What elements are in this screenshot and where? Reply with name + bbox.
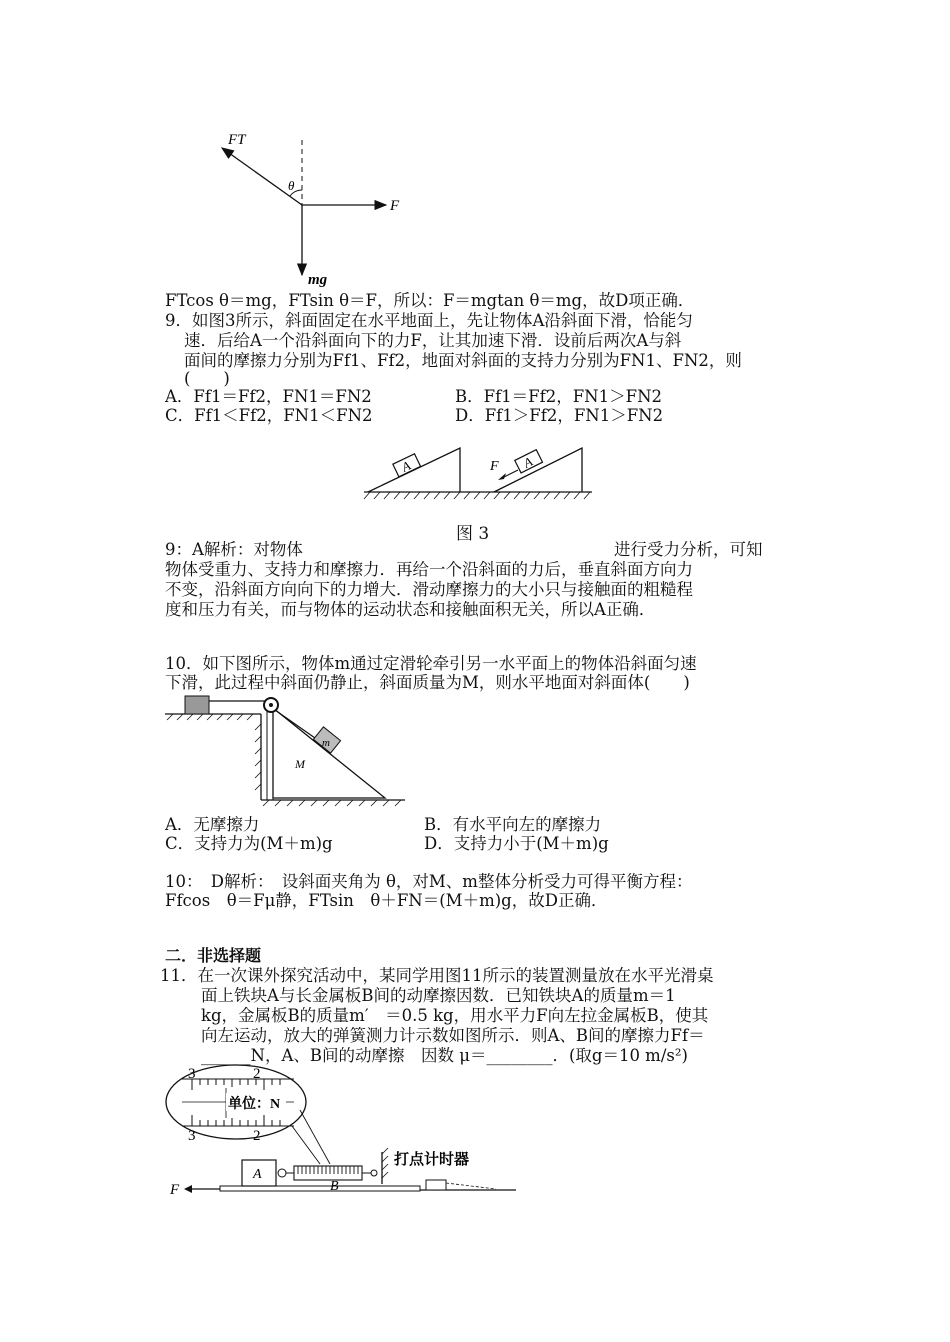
- svg-text:M: M: [295, 757, 305, 771]
- q10-answer-line-1: 10： D解析： 设斜面夹角为 θ，对M、m整体分析受力可得平衡方程：: [165, 872, 693, 891]
- svg-text:A: A: [521, 453, 535, 471]
- svg-text:m: m: [322, 737, 330, 749]
- q9-stem-line-4: ( ): [184, 369, 230, 388]
- q11-line-2: 面上铁块A与长金属板B间的动摩擦因数．已知铁块A的质量m＝1: [201, 986, 676, 1005]
- svg-text:2: 2: [253, 1128, 261, 1144]
- svg-text:2: 2: [253, 1066, 261, 1082]
- spring-scale-apparatus: [160, 1062, 530, 1207]
- q11-line-4: 向左运动，放大的弹簧测力计示数如图所示．则A、B间的摩擦力Ff＝: [201, 1026, 705, 1045]
- q9-stem-line-1: 9．如图3所示，斜面固定在水平地面上，先让物体A沿斜面下滑，恰能匀: [165, 311, 693, 330]
- q10-stem-line-1: 10．如下图所示，物体m通过定滑轮牵引另一水平面上的物体沿斜面匀速: [165, 654, 697, 673]
- q9-answer-line-3: 不变，沿斜面方向向下的力增大．滑动摩擦力的大小只与接触面的粗糙程: [165, 580, 693, 599]
- q10-option-c: C．支持力为(M＋m)g: [165, 834, 333, 853]
- q11-line-3: kg，金属板B的质量m′ ＝0.5 kg，用水平力F向左拉金属板B，使其: [201, 1006, 709, 1025]
- svg-text:3: 3: [188, 1066, 196, 1082]
- incline-figure-3: [360, 440, 600, 510]
- svg-text:A: A: [253, 1167, 262, 1182]
- q11-line-5: ______N，A、B间的动摩擦 因数 μ＝________．(取g＝10 m/s²): [201, 1046, 688, 1065]
- spring-scale: [294, 1166, 362, 1180]
- block-on-table: [185, 696, 209, 714]
- svg-text:F: F: [170, 1182, 180, 1198]
- q10-answer-line-2: Ffcos θ＝Fμ静，FTsin θ＋FN＝(M＋m)g，故D正确．: [165, 891, 608, 910]
- svg-text:3: 3: [188, 1128, 196, 1144]
- incline-m: [273, 708, 385, 798]
- q9-option-a: A．Ff1＝Ff2，FN1＝FN2: [165, 387, 372, 406]
- q9-answer-line-1a: 9：A解析：对物体: [165, 540, 303, 559]
- figure-3-caption: 图 3: [456, 524, 490, 544]
- q11-line-1: 11．在一次课外探究活动中，某同学用图11所示的装置测量放在水平光滑桌: [160, 966, 714, 985]
- q9-option-c: C．Ff1＜Ff2，FN1＜FN2: [165, 406, 373, 425]
- svg-text:B: B: [330, 1179, 339, 1194]
- plate-b: [220, 1186, 420, 1191]
- force-f-label: F: [490, 459, 499, 474]
- q10-stem-line-2: 下滑，此过程中斜面仍静止，斜面质量为M，则水平地面对斜面体( ): [165, 673, 690, 692]
- q9-stem-line-3: 面间的摩擦力分别为Ff1、Ff2，地面对斜面的支持力分别为FN1、FN2，则: [184, 351, 742, 370]
- q9-answer-line-1b: 进行受力分析，可知: [614, 540, 763, 559]
- f-label: F: [390, 198, 400, 214]
- ft-label: FT: [228, 132, 246, 148]
- q10-option-b: B．有水平向左的摩擦力: [424, 815, 602, 834]
- q10-option-d: D．支持力小于(M＋m)g: [424, 834, 609, 853]
- q9-option-d: D．Ff1＞Ff2，FN1＞FN2: [455, 406, 664, 425]
- ft-arrow: [222, 148, 302, 205]
- theta-label: θ: [288, 178, 295, 193]
- q9-answer-line-2: 物体受重力、支持力和摩擦力．再给一个沿斜面的力后，垂直斜面方向力: [165, 560, 693, 579]
- svg-text:A: A: [399, 457, 413, 475]
- q10-option-a: A．无摩擦力: [165, 815, 260, 834]
- incline-body: [267, 708, 273, 800]
- q9-answer-line-4: 度和压力有关，而与物体的运动状态和接触面积无关，所以A正确．: [165, 600, 656, 619]
- q8-answer-line: FTcos θ＝mg，FTsin θ＝F，所以：F＝mgtan θ＝mg，故D项正确．: [165, 291, 695, 310]
- timer-label: 打点计时器: [394, 1152, 470, 1168]
- force-diagram: [210, 120, 410, 290]
- timer: [426, 1180, 446, 1190]
- unit-label: 单位：N: [228, 1097, 281, 1112]
- section-2-title: 二．非选择题: [165, 946, 262, 965]
- q9-stem-line-2: 速．后给A一个沿斜面向下的力F，让其加速下滑．设前后两次A与斜: [184, 331, 682, 350]
- q9-option-b: B．Ff1＝Ff2，FN1＞FN2: [455, 387, 662, 406]
- mg-label: mg: [308, 272, 328, 288]
- pulley-incline-figure: [165, 688, 410, 808]
